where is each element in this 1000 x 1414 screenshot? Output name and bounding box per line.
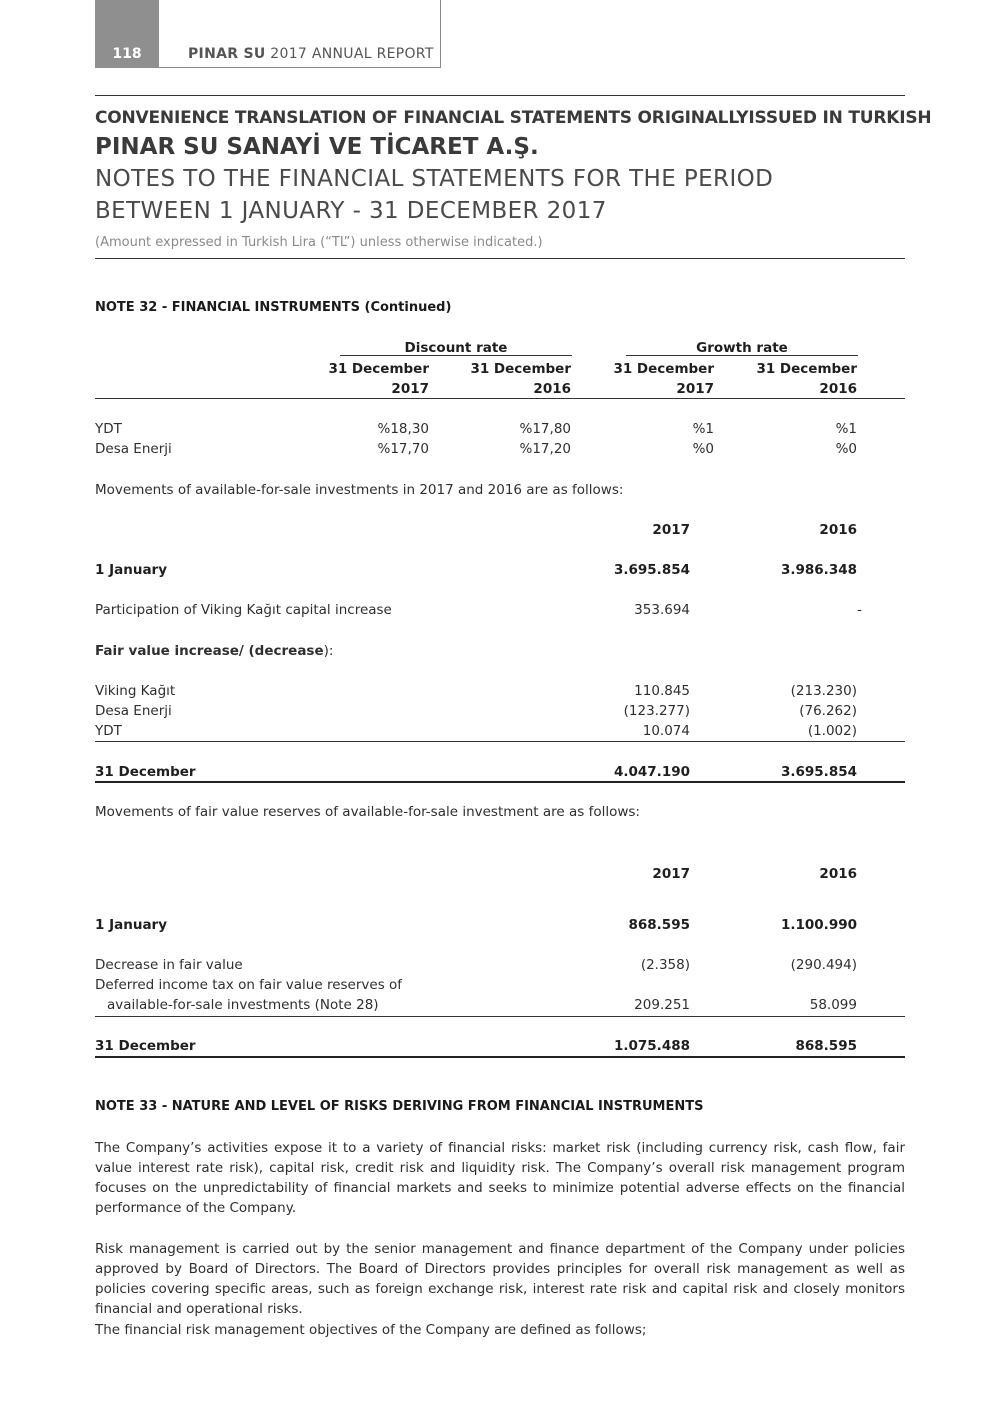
report-title: [188, 46, 434, 62]
fvr-decrease-label: Decrease in fair value: [95, 957, 243, 973]
fvr-col-2017: 2017: [652, 866, 690, 882]
note32-title: NOTE 32 - FINANCIAL INSTRUMENTS (Continued): [95, 300, 452, 315]
col-discount-2016-year: 2016: [533, 381, 571, 397]
fvr-decrease-2016: (290.494): [790, 957, 857, 973]
col-discount-2017-line1: 31 December: [328, 361, 429, 377]
fvr-col-2016: 2016: [819, 866, 857, 882]
afs-row-label: YDT: [95, 723, 122, 739]
rates-header-rule: [95, 398, 905, 399]
afs-dec-label: 31 December: [95, 764, 196, 780]
growth-rate-header: Growth rate: [696, 340, 788, 356]
note33-paragraph-3: The financial risk management objectives of the Company are defined as follows;: [95, 1322, 647, 1338]
header-top-rule: [95, 95, 905, 96]
fvr-subtotal-rule: [95, 1016, 905, 1017]
rates-row-label: YDT: [95, 421, 122, 437]
amount-note: (Amount expressed in Turkish Lira (“TL”) unless otherwise indicated.): [95, 235, 543, 250]
afs-col-2016: 2016: [819, 522, 857, 538]
rates-row-growth-2016: %1: [835, 421, 857, 437]
col-growth-2016-line1: 31 December: [756, 361, 857, 377]
note33-title: NOTE 33 - NATURE AND LEVEL OF RISKS DERIVING FROM FINANCIAL INSTRUMENTS: [95, 1099, 704, 1114]
afs-row-2017: 110.845: [634, 683, 690, 699]
header-bottom-rule: [95, 258, 905, 259]
rates-row-growth-2017: %0: [692, 441, 714, 457]
fvr-dec-2017: 1.075.488: [613, 1038, 690, 1054]
fvr-jan-label: 1 January: [95, 917, 168, 933]
afs-jan-label: 1 January: [95, 562, 168, 578]
rates-row-growth-2017: %1: [692, 421, 714, 437]
fvr-tax-label-line1: Deferred income tax on fair value reserves of: [95, 977, 403, 993]
notes-title-line2: BETWEEN 1 JANUARY - 31 DECEMBER 2017: [95, 198, 607, 224]
afs-participation-2017: 353.694: [634, 602, 690, 618]
rates-row-discount-2017: %17,70: [377, 441, 429, 457]
fvr-decrease-2017: (2.358): [640, 957, 690, 973]
afs-fair-value-label: [95, 643, 333, 659]
afs-row-2016: (76.262): [799, 703, 857, 719]
afs-participation-2016: -: [857, 602, 862, 618]
afs-participation-label: Participation of Viking Kağıt capital increase: [95, 602, 392, 618]
afs-col-2017: 2017: [652, 522, 690, 538]
fvr-intro: Movements of fair value reserves of available-for-sale investment are as follows:: [95, 804, 640, 820]
col-growth-2017-year: 2017: [676, 381, 714, 397]
fvr-tax-2017: 209.251: [634, 997, 690, 1013]
fvr-dec-2016: 868.595: [795, 1038, 857, 1054]
afs-jan-2017: 3.695.854: [613, 562, 690, 578]
rates-row-discount-2016: %17,80: [519, 421, 571, 437]
fvr-jan-2016: 1.100.990: [780, 917, 857, 933]
afs-subtotal-rule: [95, 741, 905, 742]
rates-row-discount-2017: %18,30: [377, 421, 429, 437]
report-brand: PINAR SU: [188, 46, 266, 62]
col-growth-2017-line1: 31 December: [613, 361, 714, 377]
afs-fair-value-label-bold: Fair value increase/ (decrease: [95, 643, 324, 659]
company-name: PINAR SU SANAYİ VE TİCARET A.Ş.: [95, 134, 539, 160]
afs-jan-2016: 3.986.348: [780, 562, 857, 578]
afs-row-2017: 10.074: [642, 723, 690, 739]
afs-intro: Movements of available-for-sale investments in 2017 and 2016 are as follows:: [95, 482, 624, 498]
convenience-title: CONVENIENCE TRANSLATION OF FINANCIAL STATEMENTS ORIGINALLYISSUED IN TURKISH: [95, 108, 932, 128]
note33-paragraph-2: Risk management is carried out by the senior management and finance department of the Company under policies approved by Board of Directors. The Board of Directors provides principles for overall risk management as well as policies covering specific areas, such as foreign exchange risk, interest rate risk and capital risk and closely monitors financial and operational risks.: [95, 1241, 905, 1317]
afs-row-2016: (1.002): [807, 723, 857, 739]
rates-row-growth-2016: %0: [835, 441, 857, 457]
col-discount-2017-year: 2017: [391, 381, 429, 397]
fvr-tax-label-line2: available-for-sale investments (Note 28): [107, 997, 379, 1013]
afs-row-2016: (213.230): [790, 683, 857, 699]
afs-dec-2017: 4.047.190: [613, 764, 690, 780]
growth-rate-underline: [626, 355, 858, 356]
afs-fair-value-label-rest: ):: [323, 643, 334, 659]
afs-total-rule: [95, 781, 905, 783]
afs-dec-2016: 3.695.854: [780, 764, 857, 780]
fvr-jan-2017: 868.595: [628, 917, 690, 933]
notes-title-line1: NOTES TO THE FINANCIAL STATEMENTS FOR THE PERIOD: [95, 166, 774, 192]
afs-row-label: Viking Kağıt: [95, 683, 176, 699]
page-number: 118: [95, 0, 159, 68]
afs-row-label: Desa Enerji: [95, 703, 172, 719]
rates-row-label: Desa Enerji: [95, 441, 172, 457]
afs-row-2017: (123.277): [623, 703, 690, 719]
report-year-title: 2017 ANNUAL REPORT: [270, 46, 434, 62]
fvr-tax-2016: 58.099: [809, 997, 857, 1013]
discount-rate-header: Discount rate: [404, 340, 508, 356]
discount-rate-underline: [340, 355, 572, 356]
note33-paragraph-1: The Company’s activities expose it to a variety of financial risks: market risk (including currency risk, cash flow, fair value interest rate risk), capital risk, credit risk and liquidity risk. The Company’s overall risk management program focuses on the unpredictability of financial markets and seeks to minimize potential adverse effects on the financial performance of the Company.: [95, 1140, 905, 1216]
col-growth-2016-year: 2016: [819, 381, 857, 397]
rates-row-discount-2016: %17,20: [519, 441, 571, 457]
fvr-total-rule: [95, 1056, 905, 1058]
col-discount-2016-line1: 31 December: [470, 361, 571, 377]
fvr-dec-label: 31 December: [95, 1038, 196, 1054]
